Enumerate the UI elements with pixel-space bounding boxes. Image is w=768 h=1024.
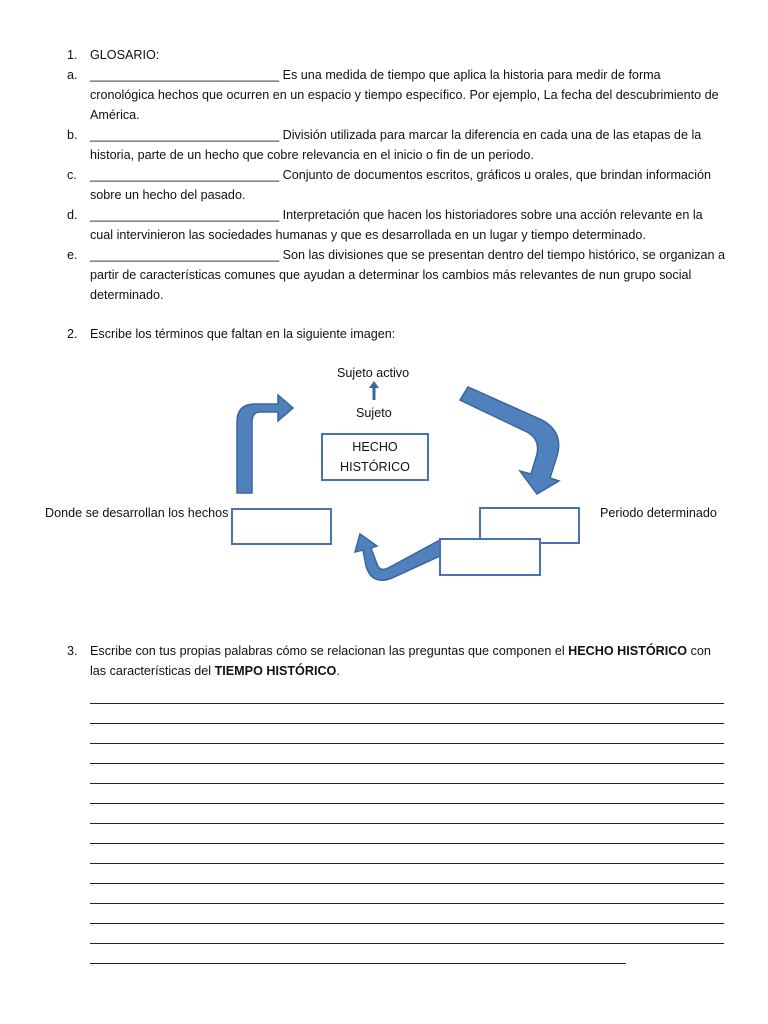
question-1-title: GLOSARIO:: [90, 48, 160, 62]
answer-line[interactable]: [90, 924, 724, 944]
glossary-item-c: [67, 165, 727, 205]
right-curved-arrow-icon: [460, 387, 559, 494]
question-3-bold-tiempo: TIEMPO HISTÓRICO: [214, 664, 337, 678]
glossary-answer-blank[interactable]: ___________________________: [90, 248, 280, 262]
answer-line[interactable]: [90, 864, 724, 884]
subject-active-label: Sujeto activo: [337, 366, 410, 380]
left-label: Donde se desarrollan los hechos: [45, 506, 229, 520]
answer-line[interactable]: [90, 784, 724, 804]
glossary-item-text: Conjunto de documentos escritos, gráficos u orales, que brindan información sobre un hecho del pasado.: [90, 168, 712, 202]
answer-box-left[interactable]: [231, 508, 332, 545]
center-box-line2: HISTÓRICO: [340, 460, 410, 474]
glossary-answer-blank[interactable]: ___________________________: [90, 168, 280, 182]
glossary-list: [67, 65, 727, 305]
subject-label: Sujeto: [356, 406, 392, 420]
answer-line[interactable]: [90, 844, 724, 864]
question-3: [67, 641, 727, 681]
glossary-item-letter: c.: [67, 168, 77, 182]
answer-line[interactable]: [90, 804, 724, 824]
glossary-item-b: [67, 125, 727, 165]
question-3-text: [90, 641, 727, 681]
glossary-item-a: [67, 65, 727, 125]
right-label: Periodo determinado: [600, 506, 717, 520]
glossary-answer-blank[interactable]: ___________________________: [90, 68, 280, 82]
question-3-text-before: Escribe con tus propias palabras cómo se relacionan las preguntas que componen el: [90, 644, 569, 658]
glossary-item-letter: e.: [67, 248, 78, 262]
question-2-number: 2.: [67, 327, 78, 341]
bottom-curved-arrow-icon: [355, 534, 440, 580]
question-3-bold-hecho: HECHO HISTÓRICO: [568, 644, 688, 658]
question-3-number: 3.: [67, 644, 78, 658]
historical-fact-diagram: [0, 360, 768, 600]
question-3-text-middle: con las características del: [90, 644, 711, 678]
glossary-item-e: [67, 245, 727, 305]
glossary-item-letter: d.: [67, 208, 78, 222]
glossary-answer-blank[interactable]: ___________________________: [90, 128, 280, 142]
answer-line[interactable]: [90, 704, 724, 724]
glossary-item-text: Es una medida de tiempo que aplica la historia para medir de forma cronológica hechos que ocurren en un espacio y tiempo específico. Por ejemplo, La fecha del descubrimiento de América.: [90, 68, 719, 122]
answer-line[interactable]: [90, 824, 724, 844]
question-3-text-after: .: [336, 664, 340, 678]
answer-line[interactable]: [90, 744, 724, 764]
glossary-item-text: División utilizada para marcar la diferencia en cada una de las etapas de la historia, parte de un hecho que cobre relevancia en el inicio o fin de un periodo.: [90, 128, 702, 162]
question-1: [67, 45, 727, 305]
answer-line[interactable]: [90, 884, 724, 904]
answer-line[interactable]: [90, 684, 724, 704]
answer-line[interactable]: [90, 944, 626, 964]
glossary-answer-blank[interactable]: ___________________________: [90, 208, 280, 222]
answer-line[interactable]: [90, 764, 724, 784]
answer-box-right-lower[interactable]: [439, 538, 541, 576]
question-2-text: Escribe los términos que faltan en la siguiente imagen:: [90, 327, 396, 341]
question-2: [67, 324, 727, 344]
answer-lines[interactable]: [90, 684, 724, 964]
glossary-item-d: [67, 205, 727, 245]
glossary-item-text: Interpretación que hacen los historiadores sobre una acción relevante en la cual intervinieron las sociedades humanas y que es desarrollada en un lugar y tiempo determinado.: [90, 208, 703, 242]
center-box-hecho-historico: [321, 433, 429, 481]
center-box-line1: HECHO: [352, 440, 398, 454]
glossary-item-text: Son las divisiones que se presentan dentro del tiempo histórico, se organizan a partir de características comunes que ayudan a determinar los cambios más relevantes de nun grupo social determinado.: [90, 248, 726, 302]
answer-line[interactable]: [90, 904, 724, 924]
glossary-item-letter: a.: [67, 68, 78, 82]
left-curved-arrow-icon: [237, 395, 293, 493]
up-arrow-icon: [369, 381, 379, 400]
answer-line[interactable]: [90, 724, 724, 744]
question-1-number: 1.: [67, 48, 78, 62]
glossary-item-letter: b.: [67, 128, 78, 142]
